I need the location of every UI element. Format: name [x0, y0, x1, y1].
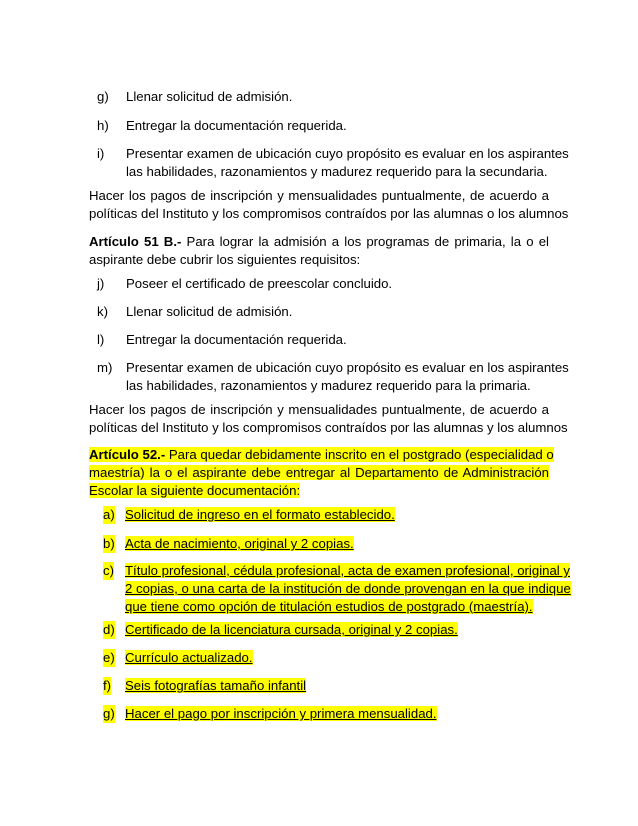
list-item [97, 145, 569, 181]
article-text: Para quedar debidamente inscrito en el postgrado (especialidad o [165, 447, 554, 462]
list-label: m) [97, 360, 113, 375]
list-item [103, 535, 553, 553]
list-label: b) [103, 536, 115, 551]
list-label: a) [103, 507, 115, 522]
list-label: k) [97, 304, 108, 319]
list-text: Hacer el pago por inscripción y primera mensualidad. [125, 706, 437, 721]
list-text-line: las habilidades, razonamientos y madurez requerido para la secundaria. [126, 164, 548, 179]
list-item [97, 88, 552, 106]
article-text: maestría) la o el aspirante debe entregar al Departamento de Administración [89, 465, 549, 480]
list-text: Llenar solicitud de admisión. [126, 89, 293, 104]
list-label: e) [103, 650, 115, 665]
list-text: Certificado de la licenciatura cursada, original y 2 copias. [125, 622, 458, 637]
article-text: Escolar la siguiente documentación: [89, 483, 301, 498]
list-text-line: 2 copias, o una carta de la institución de donde provengan en la que indique [125, 581, 571, 596]
list-text: Currículo actualizado. [125, 650, 253, 665]
list-label: g) [97, 89, 109, 104]
paragraph-line: Hacer los pagos de inscripción y mensualidades puntualmente, de acuerdo a [89, 402, 549, 417]
list-label: h) [97, 118, 109, 133]
list-label: g) [103, 706, 115, 721]
list-text: Acta de nacimiento, original y 2 copias. [125, 536, 354, 551]
list-text: Entregar la documentación requerida. [126, 118, 347, 133]
article-51 [89, 233, 549, 269]
list-item [103, 621, 553, 639]
article-title: Artículo 51 B.- [89, 234, 182, 249]
list-label: j) [97, 276, 105, 291]
list-item [103, 506, 553, 524]
list-label: f) [103, 678, 112, 693]
list-item [97, 117, 552, 135]
list-text-line: Título profesional, cédula profesional, acta de examen profesional, original y [125, 563, 570, 578]
list-text-line: Presentar examen de ubicación cuyo propósito es evaluar en los aspirantes [126, 360, 569, 375]
paragraph-line: políticas del Instituto y los compromisos contraídos por las alumnas y los alumnos [89, 420, 568, 435]
list-item [103, 705, 553, 723]
list-item [97, 331, 552, 349]
article-52 [89, 446, 554, 500]
list-text: Poseer el certificado de preescolar concluido. [126, 276, 393, 291]
list-text: Entregar la documentación requerida. [126, 332, 347, 347]
list-item [97, 303, 552, 321]
list-text: Llenar solicitud de admisión. [126, 304, 293, 319]
paragraph-payments [89, 401, 568, 437]
list-label: d) [103, 622, 115, 637]
list-text-line: que tiene como opción de titulación estudios de postgrado (maestría). [125, 599, 533, 614]
list-item [97, 359, 569, 395]
paragraph-payments [89, 187, 569, 223]
list-label: i) [97, 146, 105, 161]
paragraph-line: políticas del Instituto y los compromisos contraídos por las alumnas o los alumnos [89, 206, 569, 221]
list-label: c) [103, 563, 114, 578]
list-text-line: Presentar examen de ubicación cuyo propósito es evaluar en los aspirantes [126, 146, 569, 161]
list-text: Solicitud de ingreso en el formato establecido. [125, 507, 395, 522]
list-text-line: las habilidades, razonamientos y madurez requerido para la primaria. [126, 378, 531, 393]
article-title: Artículo 52.- [89, 447, 166, 462]
list-text: Seis fotografías tamaño infantil [125, 678, 307, 693]
list-item [97, 275, 552, 293]
list-item [103, 562, 571, 616]
list-item [103, 649, 553, 667]
article-text: aspirante debe cubrir los siguientes requisitos: [89, 252, 361, 267]
list-item [103, 677, 553, 695]
paragraph-line: Hacer los pagos de inscripción y mensualidades puntualmente, de acuerdo a [89, 188, 549, 203]
list-label: l) [97, 332, 105, 347]
article-text: Para lograr la admisión a los programas de primaria, la o el [181, 234, 549, 249]
